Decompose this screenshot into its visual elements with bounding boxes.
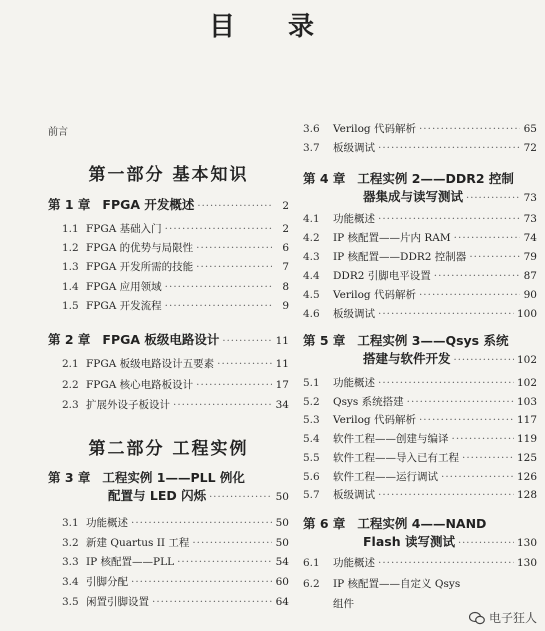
chapter-label: 第 6 章 <box>303 516 346 531</box>
chapter-title-cont: 搭建与软件开发 <box>363 351 451 366</box>
section-number: 2.1 <box>62 358 79 370</box>
chapter-label: 第 2 章 <box>48 332 91 347</box>
leader-dots <box>458 535 514 553</box>
leader-dots <box>177 555 272 569</box>
chapter-title-cont: 配置与 LED 闪烁 <box>108 488 207 503</box>
part-heading-2: 第二部分 工程实例 <box>88 439 249 459</box>
watermark <box>469 609 537 626</box>
leader-dots <box>407 395 514 409</box>
section-number: 2.3 <box>62 399 79 411</box>
toc-entry <box>303 376 537 390</box>
leader-dots <box>378 556 514 570</box>
chapter-3-heading <box>48 469 289 507</box>
section-title: 板级调试 <box>333 489 375 502</box>
page-number: 79 <box>523 250 537 263</box>
toc-entry <box>48 595 289 609</box>
page-number: 11 <box>275 358 289 370</box>
toc-entry <box>48 516 289 530</box>
toc-entry <box>48 378 289 392</box>
page-number: 102 <box>516 377 537 389</box>
toc-entry <box>303 141 537 155</box>
leader-dots <box>131 516 272 530</box>
section-title: FPGA 开发所需的技能 <box>86 261 194 274</box>
page-number: 50 <box>275 517 289 529</box>
section-number: 5.1 <box>303 377 320 389</box>
chapter-label: 第 5 章 <box>303 333 346 348</box>
page-number: 11 <box>275 335 289 347</box>
section-number: 5.2 <box>303 395 320 408</box>
leader-dots <box>378 488 514 502</box>
section-title: 新建 Quartus II 工程 <box>86 536 190 549</box>
section-title: 扩展外设子板设计 <box>86 399 170 411</box>
section-number: 3.3 <box>62 556 79 569</box>
leader-dots <box>378 307 514 321</box>
chapter-2-heading <box>48 331 289 351</box>
section-number: 5.5 <box>303 451 320 464</box>
toc-entry <box>303 122 537 136</box>
leader-dots <box>454 231 520 245</box>
section-number: 4.1 <box>303 213 320 225</box>
leader-dots <box>454 352 514 370</box>
section-number: 3.5 <box>62 595 79 608</box>
page-number: 103 <box>516 395 537 408</box>
section-title: Verilog 代码解析 <box>333 414 416 427</box>
section-title: IP 核配置——DDR2 控制器 <box>333 250 467 263</box>
page-number: 90 <box>523 288 537 301</box>
leader-dots <box>196 378 272 392</box>
chapter-title: FPGA 开发概述 <box>102 197 195 212</box>
leader-dots <box>196 260 272 274</box>
chapter-title: 工程实例 4——NAND <box>357 516 487 531</box>
page-number: 119 <box>516 433 537 446</box>
section-title: 板级调试 <box>333 142 375 154</box>
page-number: 17 <box>275 378 289 391</box>
toc-entry <box>303 413 537 427</box>
toc-entry <box>48 241 289 255</box>
chapter-label: 第 3 章 <box>48 470 91 485</box>
section-title: IP 核配置——自定义 Qsys <box>333 577 461 590</box>
section-title: Verilog 代码解析 <box>333 123 416 135</box>
toc-entry <box>48 398 289 412</box>
leader-dots <box>462 451 514 465</box>
page-number: 102 <box>516 354 537 366</box>
page-number: 64 <box>275 595 289 608</box>
toc-entry <box>303 250 537 264</box>
toc-entry <box>48 536 289 550</box>
chapter-title: 工程实例 3——Qsys 系统 <box>357 333 509 348</box>
section-title: FPGA 的优势与局限性 <box>86 242 194 255</box>
page-number: 126 <box>516 470 537 483</box>
section-number: 4.5 <box>303 288 320 301</box>
section-number: 3.1 <box>62 517 79 529</box>
leader-dots <box>469 250 520 264</box>
page-number: 125 <box>516 451 537 464</box>
section-number: 1.1 <box>62 223 79 235</box>
leader-dots <box>378 141 520 155</box>
page-number: 65 <box>523 123 537 135</box>
leader-dots <box>466 190 520 208</box>
section-title: FPGA 基础入门 <box>86 223 162 235</box>
section-number: 5.3 <box>303 414 320 427</box>
page-number: 73 <box>523 192 537 204</box>
toc-entry <box>303 432 537 446</box>
section-title: FPGA 板级电路设计五要素 <box>86 358 215 370</box>
chapter-title-cont: Flash 读写测试 <box>363 534 455 549</box>
leader-dots <box>197 198 272 216</box>
section-number: 4.6 <box>303 307 320 320</box>
section-title: 板级调试 <box>333 307 375 320</box>
leader-dots <box>165 222 272 236</box>
page-number: 60 <box>275 576 289 589</box>
section-title: Qsys 系统搭建 <box>333 395 404 408</box>
section-number: 3.2 <box>62 536 79 549</box>
section-number: 4.2 <box>303 231 320 244</box>
page-number: 87 <box>523 269 537 282</box>
toc-entry <box>303 470 537 484</box>
section-number: 5.4 <box>303 433 320 446</box>
leader-dots <box>434 269 520 283</box>
toc-entry <box>303 451 537 465</box>
part-heading-1: 第一部分 基本知识 <box>88 165 249 185</box>
section-number: 1.5 <box>62 299 79 312</box>
chapter-4-heading <box>303 170 537 208</box>
section-title: FPGA 核心电路板设计 <box>86 378 194 391</box>
toc-entry <box>48 357 289 371</box>
section-number: 4.3 <box>303 250 320 263</box>
toc-entry <box>303 577 537 591</box>
page-number: 54 <box>275 556 289 569</box>
section-title: 功能概述 <box>86 517 128 529</box>
toc-entry <box>303 556 537 570</box>
leader-dots <box>165 280 272 294</box>
page-number: 100 <box>516 307 537 320</box>
page-number: 130 <box>516 557 537 569</box>
page-number: 7 <box>282 261 289 274</box>
leader-dots <box>378 376 514 390</box>
section-title: 引脚分配 <box>86 576 128 589</box>
leader-dots <box>173 398 272 412</box>
toc-entry <box>303 488 537 502</box>
leader-dots <box>419 413 514 427</box>
page-number: 9 <box>282 299 289 312</box>
leader-dots <box>152 595 272 609</box>
toc-entry <box>48 260 289 274</box>
watermark-text: 电子狂人 <box>488 611 537 625</box>
chat-bubble-icon <box>469 611 485 625</box>
page-number: 130 <box>516 537 537 549</box>
toc-entry <box>303 212 537 226</box>
chapter-5-heading <box>303 332 537 370</box>
page-number: 8 <box>282 280 289 293</box>
leader-dots <box>165 299 272 313</box>
leader-dots <box>441 470 514 484</box>
leader-dots <box>131 575 272 589</box>
section-number: 1.4 <box>62 280 79 293</box>
section-number: 3.7 <box>303 142 320 154</box>
page-number: 72 <box>523 142 537 154</box>
toc-entry <box>48 555 289 569</box>
section-number: 5.6 <box>303 470 320 483</box>
leader-dots <box>419 122 520 136</box>
section-number: 3.6 <box>303 123 320 135</box>
toc-entry <box>48 280 289 294</box>
chapter-label: 第 1 章 <box>48 197 91 212</box>
section-number: 6.1 <box>303 557 320 569</box>
section-number: 3.4 <box>62 576 79 589</box>
page-number: 34 <box>275 399 289 411</box>
page-number: 50 <box>275 536 289 549</box>
leader-dots <box>222 333 272 351</box>
section-title: 功能概述 <box>333 213 375 225</box>
chapter-title: 工程实例 2——DDR2 控制 <box>357 171 514 186</box>
section-number: 5.7 <box>303 489 320 502</box>
toc-entry <box>48 575 289 589</box>
toc-entry <box>303 269 537 283</box>
toc-entry <box>48 222 289 236</box>
toc-entry <box>303 307 537 321</box>
section-title: 闲置引脚设置 <box>86 595 149 608</box>
preface-entry: 前言 <box>48 127 68 138</box>
toc-entry <box>303 231 537 245</box>
section-number: 2.2 <box>62 378 79 391</box>
section-number: 4.4 <box>303 269 320 282</box>
page-number: 74 <box>523 231 537 244</box>
leader-dots <box>452 432 514 446</box>
page-number: 6 <box>282 242 289 255</box>
page-number: 73 <box>523 213 537 225</box>
leader-dots <box>378 212 520 226</box>
section-title: 软件工程——创建与编译 <box>333 433 449 446</box>
section-number: 6.2 <box>303 577 320 590</box>
section-title: IP 核配置——片内 RAM <box>333 231 451 244</box>
section-title: 软件工程——导入已有工程 <box>333 451 459 464</box>
leader-dots <box>196 241 272 255</box>
chapter-label: 第 4 章 <box>303 171 346 186</box>
page-title: 目 录 <box>208 12 337 42</box>
section-title: FPGA 应用领域 <box>86 280 162 293</box>
chapter-title: FPGA 板级电路设计 <box>102 332 220 347</box>
page-number: 128 <box>516 489 537 502</box>
chapter-6-heading <box>303 515 537 553</box>
leader-dots <box>217 357 272 371</box>
section-title: FPGA 开发流程 <box>86 299 162 312</box>
leader-dots <box>192 536 272 550</box>
toc-entry <box>48 299 289 313</box>
section-title: 组件 <box>333 598 354 610</box>
chapter-title-cont: 器集成与读写测试 <box>363 189 464 204</box>
section-number: 1.2 <box>62 242 79 255</box>
page-number: 50 <box>275 491 289 503</box>
leader-dots <box>209 489 272 507</box>
chapter-1-heading <box>48 196 289 216</box>
chapter-title: 工程实例 1——PLL 例化 <box>102 470 245 485</box>
page-number: 117 <box>516 414 537 427</box>
toc-entry <box>303 395 537 409</box>
section-title: 功能概述 <box>333 377 375 389</box>
leader-dots <box>419 288 520 302</box>
section-title: Verilog 代码解析 <box>333 288 416 301</box>
section-title: IP 核配置——PLL <box>86 556 175 569</box>
toc-entry <box>303 288 537 302</box>
page-number: 2 <box>282 223 289 235</box>
section-number: 1.3 <box>62 261 79 274</box>
section-title: DDR2 引脚电平设置 <box>333 269 431 282</box>
section-title: 软件工程——运行调试 <box>333 470 438 483</box>
page-number: 2 <box>282 200 289 212</box>
section-title: 功能概述 <box>333 557 375 569</box>
